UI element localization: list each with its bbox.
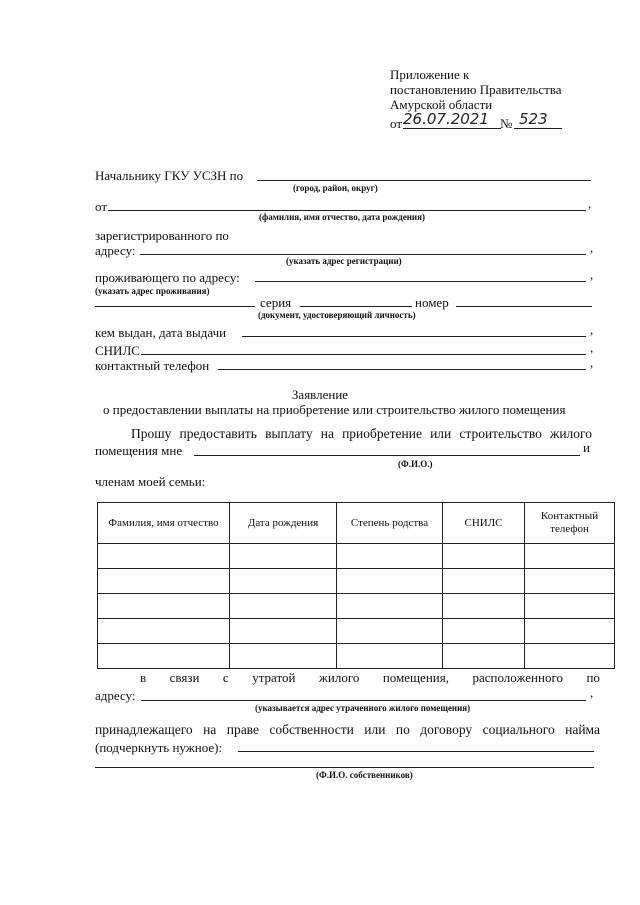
- from-comma: ,: [588, 196, 592, 211]
- phone-label: контактный телефон: [95, 358, 210, 373]
- table-header-row: [98, 503, 615, 544]
- table-cell[interactable]: [337, 644, 443, 669]
- reg-comma: ,: [590, 240, 594, 255]
- issued-comma: ,: [590, 322, 594, 337]
- snils-comma: ,: [590, 340, 594, 355]
- owned-line-1: принадлежащего на праве собственности или по договору социального найма: [95, 722, 600, 737]
- reg-label-1: зарегистрированного по: [95, 228, 229, 243]
- date-underline: [403, 128, 501, 129]
- loss-address-line[interactable]: [141, 700, 586, 701]
- fio-field-line[interactable]: [194, 455, 580, 456]
- number-underline: [514, 128, 562, 129]
- head-field-line[interactable]: [257, 180, 591, 181]
- table-cell[interactable]: [98, 594, 230, 619]
- loss-hint: (указывается адрес утраченного жилого помещения): [255, 703, 471, 713]
- series-label: серия: [260, 295, 292, 310]
- owners-hint: (Ф.И.О. собственников): [316, 770, 413, 780]
- loss-word: жилого: [318, 670, 360, 685]
- reg-field-line[interactable]: [140, 254, 586, 255]
- table-cell[interactable]: [230, 544, 337, 569]
- from-label: от: [95, 199, 108, 214]
- table-cell[interactable]: [525, 619, 615, 644]
- loss-word: с: [222, 670, 229, 685]
- table-cell[interactable]: [525, 594, 615, 619]
- request-line-1: Прошу предоставить выплату на приобретение или строительство жилого: [131, 426, 592, 441]
- snils-label: СНИЛС: [95, 343, 140, 358]
- col-header-birthdate: Дата рождения: [230, 503, 337, 544]
- loss-word: в: [140, 670, 147, 685]
- table-cell[interactable]: [98, 644, 230, 669]
- snils-field-line[interactable]: [141, 354, 586, 355]
- table-cell[interactable]: [337, 569, 443, 594]
- owners-field-line[interactable]: [95, 767, 594, 768]
- col-header-kinship: Степень родства: [337, 503, 443, 544]
- table-cell[interactable]: [443, 619, 525, 644]
- phone-field-line[interactable]: [218, 369, 586, 370]
- fio-hint: (Ф.И.О.): [398, 459, 433, 469]
- live-label: проживающего по адресу:: [95, 270, 240, 285]
- table-cell[interactable]: [230, 594, 337, 619]
- loss-word: связи: [169, 670, 200, 685]
- loss-word: помещения,: [382, 670, 449, 685]
- statement-subtitle: о предоставлении выплаты на приобретение или строительство жилого помещения: [103, 402, 566, 417]
- appendix-number: 523: [519, 110, 548, 128]
- loss-word: утратой: [252, 670, 296, 685]
- table-cell[interactable]: [443, 644, 525, 669]
- loss-word: по: [586, 670, 600, 685]
- table-cell[interactable]: [443, 569, 525, 594]
- table-cell[interactable]: [337, 544, 443, 569]
- loss-line: [140, 670, 600, 685]
- doc-field-line[interactable]: [95, 306, 255, 307]
- live-comma: ,: [590, 267, 594, 282]
- loss-comma: ,: [590, 685, 594, 700]
- table-cell[interactable]: [230, 619, 337, 644]
- reg-label-2: адресу:: [95, 243, 136, 258]
- appendix-line-1: Приложение к: [390, 67, 470, 82]
- family-label: членам моей семьи:: [95, 474, 206, 489]
- request-and: и: [583, 440, 590, 455]
- statement-title: Заявление: [291, 387, 349, 402]
- table-row: [98, 644, 615, 669]
- table-row: [98, 544, 615, 569]
- issued-label: кем выдан, дата выдачи: [95, 325, 227, 340]
- appendix-line-3: Амурской области: [390, 97, 493, 112]
- series-field-line[interactable]: [300, 306, 412, 307]
- live-field-line[interactable]: [255, 281, 586, 282]
- head-label: Начальнику ГКУ УСЗН по: [95, 168, 244, 183]
- appendix-date: 26.07.2021: [403, 110, 489, 128]
- from-hint: (фамилия, имя отчество, дата рождения): [259, 212, 425, 222]
- appendix-line-2: постановлению Правительства: [390, 82, 562, 97]
- number-field-line[interactable]: [456, 306, 592, 307]
- reg-hint: (указать адрес регистрации): [286, 256, 402, 266]
- appendix-from-label: от: [390, 116, 403, 131]
- owned-field-line[interactable]: [238, 751, 594, 752]
- table-cell[interactable]: [230, 569, 337, 594]
- phone-comma: ,: [590, 355, 594, 370]
- table-row: [98, 594, 615, 619]
- table-cell[interactable]: [98, 544, 230, 569]
- col-header-phone: Контактный телефон: [525, 503, 615, 544]
- table-cell[interactable]: [98, 619, 230, 644]
- table-cell[interactable]: [230, 644, 337, 669]
- table-cell[interactable]: [525, 569, 615, 594]
- col-header-snils: СНИЛС: [443, 503, 525, 544]
- request-line-2: помещения мне: [95, 443, 183, 458]
- table-row: [98, 619, 615, 644]
- table-row: [98, 569, 615, 594]
- issued-field-line[interactable]: [242, 336, 586, 337]
- doc-hint: (документ, удостоверяющий личность): [258, 310, 416, 320]
- table-cell[interactable]: [337, 594, 443, 619]
- owned-line-2: (подчеркнуть нужное):: [95, 740, 223, 755]
- number-label: номер: [415, 295, 449, 310]
- live-hint: (указать адрес проживания): [95, 286, 210, 296]
- head-hint: (город, район, округ): [293, 183, 378, 193]
- appendix-number-sign: №: [500, 116, 513, 131]
- table-cell[interactable]: [443, 594, 525, 619]
- table-cell[interactable]: [443, 544, 525, 569]
- table-cell[interactable]: [525, 644, 615, 669]
- loss-address-label: адресу:: [95, 688, 136, 703]
- loss-word: расположенного: [472, 670, 563, 685]
- table-cell[interactable]: [98, 569, 230, 594]
- from-field-line[interactable]: [108, 210, 586, 211]
- table-cell[interactable]: [337, 619, 443, 644]
- family-table: [97, 502, 615, 669]
- table-cell[interactable]: [525, 544, 615, 569]
- col-header-name: Фамилия, имя отчество: [98, 503, 230, 544]
